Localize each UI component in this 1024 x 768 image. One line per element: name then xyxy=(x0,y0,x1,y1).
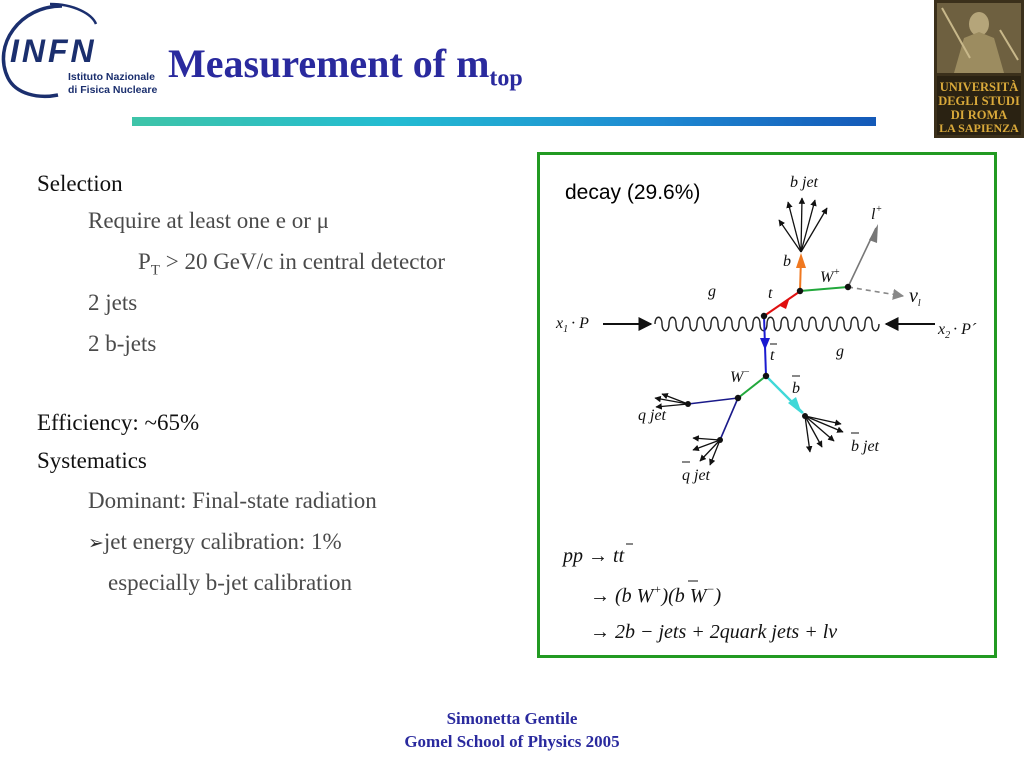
infn-logo-line2: di Fisica Nucleare xyxy=(68,84,158,96)
two-bjets-text: 2 b-jets xyxy=(88,331,157,356)
equation-line1: pp → tt xyxy=(563,545,625,567)
neutrino-line xyxy=(848,287,903,296)
vertices xyxy=(685,284,851,443)
gluon-left xyxy=(655,317,767,331)
sapienza-line2: DEGLI STUDI xyxy=(938,94,1020,108)
qbar-jet-label: q jet xyxy=(682,467,710,484)
equation-line3: → 2b − jets + 2quark jets + lν xyxy=(590,621,838,643)
footer-event: Gomel School of Physics 2005 xyxy=(404,732,620,751)
decay-diagram-frame xyxy=(537,152,997,658)
jec-text: jet energy calibration: 1% xyxy=(103,529,342,554)
neutrino-label: $\nu_l$ xyxy=(909,285,921,309)
infn-logo-letters: INFN xyxy=(10,33,97,69)
bjet-calibration-text: especially b-jet calibration xyxy=(108,570,352,595)
w-plus-label: W+ xyxy=(820,267,841,286)
pt-cut-text xyxy=(138,250,445,279)
w-minus-label: W− xyxy=(730,367,751,386)
arrow-bullet-icon: ➢ xyxy=(88,532,104,554)
footer-author: Simonetta Gentile xyxy=(446,709,578,728)
b-bar-label: b xyxy=(792,380,800,397)
gluon-right xyxy=(767,317,879,331)
footer xyxy=(312,707,712,753)
efficiency-text: Efficiency: ~65% xyxy=(37,410,200,435)
slide-title xyxy=(168,40,523,92)
bbar-jet-fan xyxy=(805,416,843,452)
quark-line xyxy=(688,398,738,404)
lepton-label: l+ xyxy=(871,204,883,223)
sapienza-logo xyxy=(934,0,1024,138)
pt-cut-rest: > 20 GeV/c in central detector xyxy=(159,249,445,274)
slide-title-main: Measurement of m xyxy=(168,41,490,86)
pt-symbol: P xyxy=(138,249,151,274)
title-underline-bar xyxy=(132,117,876,126)
qbar-jet-fan xyxy=(693,438,720,465)
sapienza-line3: DI ROMA xyxy=(950,108,1008,122)
x1-label: $x_1 \cdot P$ xyxy=(556,315,589,335)
antiquark-line xyxy=(720,398,738,440)
gluon-right-label: g xyxy=(836,343,844,360)
dominant-fsr-text: Dominant: Final-state radiation xyxy=(88,488,377,513)
w-plus-line xyxy=(800,287,848,291)
two-jets-text: 2 jets xyxy=(88,290,138,315)
antitop-label: t xyxy=(770,347,775,364)
ttbar-decay-diagram xyxy=(540,155,994,655)
decay-fraction-label: decay (29.6%) xyxy=(565,181,701,204)
slide-title-subscript: top xyxy=(489,65,523,92)
b-jet-fan xyxy=(779,198,827,252)
equation-line2: → (b W+)(b W−) xyxy=(590,582,722,607)
b-label: b xyxy=(783,253,791,270)
infn-logo-line1: Istituto Nazionale xyxy=(68,71,155,83)
jec-item xyxy=(88,530,342,553)
pt-subscript: T xyxy=(150,262,160,279)
q-jet-label: q jet xyxy=(638,407,666,424)
sapienza-line1: UNIVERSITÀ xyxy=(939,80,1019,94)
b-jet-label: b jet xyxy=(790,174,818,191)
q-jet-fan xyxy=(655,394,688,407)
x2-label: $x_2$ · P´ xyxy=(938,321,977,341)
selection-heading: Selection xyxy=(37,171,123,196)
bbar-jet-label: b jet xyxy=(851,438,879,455)
infn-logo xyxy=(0,0,160,110)
systematics-heading: Systematics xyxy=(37,448,147,473)
require-lepton-text: Require at least one e or μ xyxy=(88,208,329,233)
gluon-left-label: g xyxy=(708,283,716,300)
top-label: t xyxy=(768,285,773,302)
sapienza-line4: LA SAPIENZA xyxy=(939,121,1019,135)
